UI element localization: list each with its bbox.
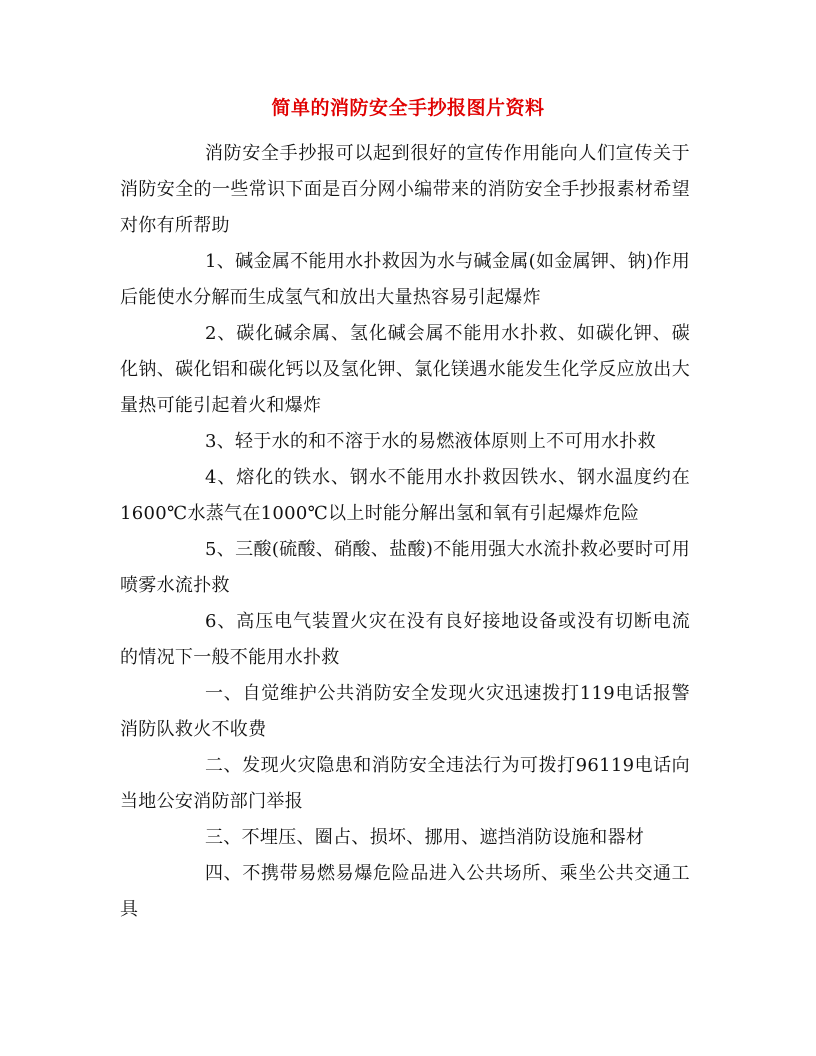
document-body (120, 136, 690, 928)
paragraph-item-4: 4、熔化的铁水、钢水不能用水扑救因铁水、钢水温度约在1600℃水蒸气在1000℃以上时能分解出氢和氧有引起爆炸危险 (120, 467, 690, 524)
intro-paragraph: 消防安全手抄报可以起到很好的宣传作用能向人们宣传关于消防安全的一些常识下面是百分网小编带来的消防安全手抄报素材希望对你有所帮助 (120, 143, 690, 236)
paragraph-section-2: 二、发现火灾隐患和消防安全违法行为可拨打96119电话向当地公安消防部门举报 (120, 755, 690, 812)
paragraph-item-3: 3、轻于水的和不溶于水的易燃液体原则上不可用水扑救 (205, 431, 656, 452)
paragraph-item-6: 6、高压电气装置火灾在没有良好接地设备或没有切断电流的情况下一般不能用水扑救 (120, 611, 690, 668)
paragraph-section-1: 一、自觉维护公共消防安全发现火灾迅速拨打119电话报警消防队救火不收费 (120, 683, 690, 740)
paragraph-item-2: 2、碳化碱余属、氢化碱会属不能用水扑救、如碳化钾、碳化钠、碳化铝和碳化钙以及氢化钾、氯化镁遇水能发生化学反应放出大量热可能引起着火和爆炸 (120, 323, 690, 416)
page-title: 简单的消防安全手抄报图片资料 (271, 97, 545, 119)
paragraph-section-4: 四、不携带易燃易爆危险品进入公共场所、乘坐公共交通工具 (120, 863, 690, 920)
paragraph-item-5: 5、三酸(硫酸、硝酸、盐酸)不能用强大水流扑救必要时可用喷雾水流扑救 (120, 539, 690, 596)
paragraph-item-1: 1、碱金属不能用水扑救因为水与碱金属(如金属钾、钠)作用后能使水分解而生成氢气和放出大量热容易引起爆炸 (120, 251, 690, 308)
paragraph-section-3: 三、不埋压、圈占、损坏、挪用、遮挡消防设施和器材 (205, 827, 645, 848)
